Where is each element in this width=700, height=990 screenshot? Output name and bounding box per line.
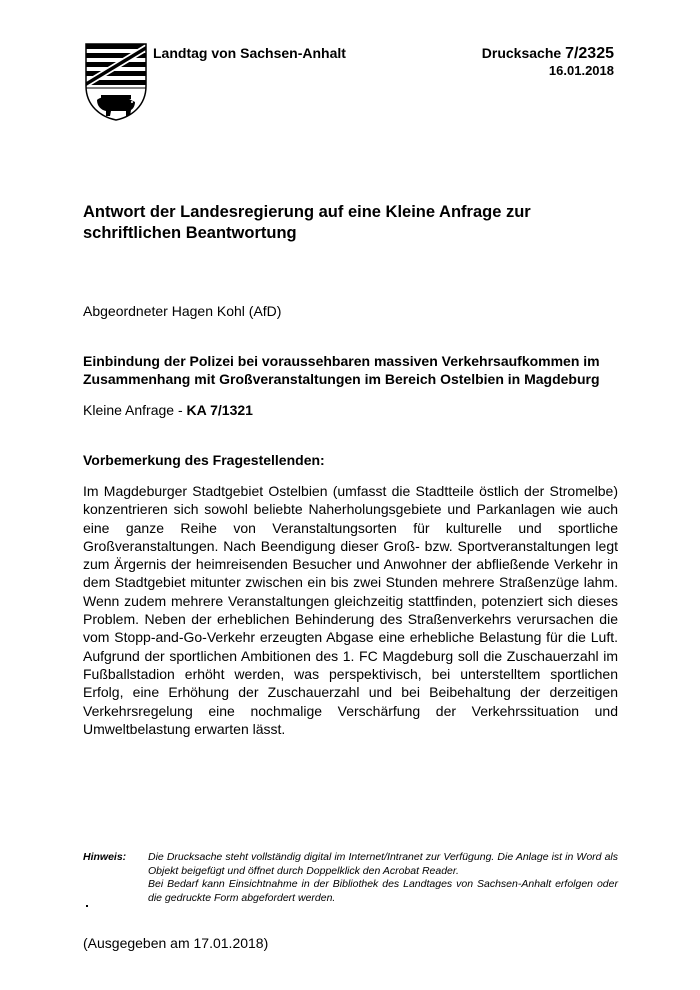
preliminary-heading: Vorbemerkung des Fragestellenden: [83, 452, 325, 468]
document-label: Drucksache [481, 45, 562, 61]
document-number-line [482, 45, 614, 62]
note-line-library: Bei Bedarf kann Einsichtnahme in der Bibliothek des Landtages von Sachsen-Anhalt erfolgen oder die gedruckte Form abgefordert werden. [148, 878, 618, 904]
inquiry-subject: Einbindung der Polizei bei voraussehbaren massiven Verkehrsaufkommen im Zusammenhang mit Großveranstaltungen im Bereich Ostelbien in Magdeburg [83, 353, 600, 387]
note-label: Hinweis: [83, 851, 127, 863]
inquiry-reference [83, 402, 253, 418]
page-title: Antwort der Landesregierung auf eine Kleine Anfrage zur schriftlichen Beantwortung [83, 203, 531, 242]
issue-date: (Ausgegeben am 17.01.2018) [83, 935, 269, 951]
parliament-name: Landtag von Sachsen-Anhalt [153, 45, 346, 61]
inquiry-number: KA 7/1321 [186, 402, 253, 418]
coat-of-arms-icon [83, 42, 149, 122]
deputy-name: Abgeordneter Hagen Kohl (AfD) [83, 303, 282, 319]
inquiry-label: Kleine Anfrage - [83, 402, 187, 418]
preliminary-text: Im Magdeburger Stadtgebiet Ostelbien (umfasst die Stadtteile östlich der Stromelbe) konzentrieren sich sowohl beliebte Naherholungsgebiete und Parkanlagen wie auch eine ganze Reihe von Veranstaltungsorten für kulturelle und sportliche Großveranstaltungen. Nach Beendigung dieser Groß- bzw. Sportveranstaltungen legt zum Ärgernis der heimreisenden Besucher und Anwohner der abfließende Verkehr in dem Stadtgebiet mitunter zwischen ein bis zwei Stunden mehrere Straßenzüge lahm. Wenn zudem mehrere Veranstaltungen gleichzeitig stattfinden, potenziert sich dieses Problem. Neben der erheblichen Behinderung des Straßenverkehrs verursachen die vom Stopp-and-Go-Verkehr erzeugten Abgase eine erhebliche Belastung für die Luft. Aufgrund der sportlichen Ambitionen des 1. FC Magdeburg soll die Zuschauerzahl im Fußballstadion erhöht werden, was perspektivisch, bei unterstelltem sportlichen Erfolg, eine Erhöhung der Zuschauerzahl und bei Beibehaltung der derzeitigen Verkehrsregelung eine nochmalige Verschärfung der Verkehrssituation und Umweltbelastung erwarten lässt. [83, 483, 618, 737]
separator-dot [86, 905, 88, 907]
note-line-digital: Die Drucksache steht vollständig digital im Internet/Intranet zur Verfügung. Die Anlage ist in Word als Objekt beigefügt und öffnet durch Doppelklick den Acrobat Reader. [148, 851, 618, 877]
document-date: 16.01.2018 [548, 63, 614, 78]
document-number: 7/2325 [565, 45, 614, 62]
note-text [148, 851, 618, 905]
document-info [482, 45, 614, 79]
